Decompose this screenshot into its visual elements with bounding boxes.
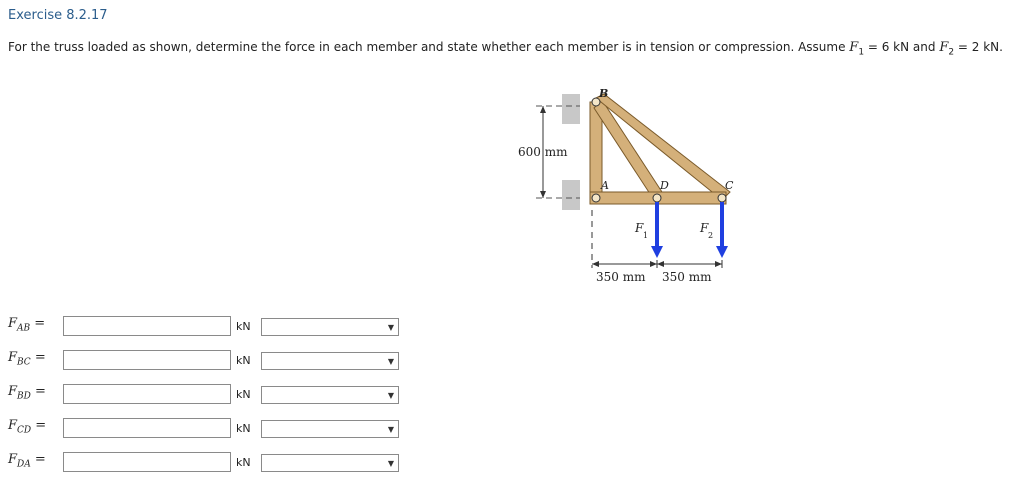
- height-arrow-top: [540, 106, 546, 113]
- chevron-down-icon: ▼: [387, 458, 394, 468]
- f1-symbol: F: [849, 40, 859, 55]
- unit-bc: kN: [236, 354, 251, 367]
- answer-row-bd: [8, 382, 394, 404]
- problem-text: For the truss loaded as shown, determine the force in each member and state whether each member is in tension or compression. Assume: [8, 40, 850, 54]
- unit-cd: kN: [236, 422, 251, 435]
- unit-bd: kN: [236, 388, 251, 401]
- force-label-f1-sub: 1: [643, 231, 649, 240]
- answer-row-ab: [8, 314, 394, 336]
- joint-label-D: D: [660, 179, 669, 192]
- f1-value: = 6 kN and: [864, 40, 940, 54]
- dim-label-right: 350 mm: [662, 270, 712, 284]
- dim-arrow-right: [715, 261, 722, 267]
- joint-label-B: B: [599, 87, 609, 100]
- exercise-title: Exercise 8.2.17: [8, 8, 108, 23]
- joint-label-C: C: [725, 179, 734, 192]
- chevron-down-icon: ▼: [387, 390, 394, 400]
- joint-label-A: A: [601, 179, 609, 192]
- answer-label-ab: $F_{AB}$ =: [8, 316, 46, 334]
- wall-support-bottom: [562, 180, 580, 210]
- answer-label-cd: $F_{CD}$ =: [8, 418, 47, 436]
- chevron-down-icon: ▼: [387, 322, 394, 332]
- pin-C: [718, 194, 726, 202]
- answer-label-bc: $F_{BC}$ =: [8, 350, 46, 368]
- state-ab-select[interactable]: [261, 318, 399, 336]
- answer-label-da: $F_{DA}$ =: [8, 452, 46, 470]
- answer-row-da: [8, 450, 394, 472]
- force-label-f2: F: [700, 221, 709, 235]
- f2-subscript: 2: [948, 47, 955, 58]
- state-bd-select[interactable]: [261, 386, 399, 404]
- height-dimension-label: 600 mm: [518, 145, 568, 159]
- force-da-input[interactable]: [63, 452, 231, 472]
- problem-statement: [8, 40, 1003, 57]
- dim-arrow-left: [592, 261, 599, 267]
- f1-subscript: 1: [858, 47, 865, 58]
- force-arrow-f1-head: [651, 246, 663, 258]
- height-arrow-bottom: [540, 191, 546, 198]
- force-bc-input[interactable]: [63, 350, 231, 370]
- state-cd-select[interactable]: [261, 420, 399, 438]
- answer-row-bc: [8, 348, 394, 370]
- force-label-f2-sub: 2: [708, 231, 714, 240]
- pin-A: [592, 194, 600, 202]
- wall-support-top: [562, 94, 580, 124]
- dim-arrow-mid-right: [657, 261, 664, 267]
- chevron-down-icon: ▼: [387, 356, 394, 366]
- force-bd-input[interactable]: [63, 384, 231, 404]
- force-cd-input[interactable]: [63, 418, 231, 438]
- dim-label-left: 350 mm: [596, 270, 646, 284]
- chevron-down-icon: ▼: [387, 424, 394, 434]
- force-ab-input[interactable]: [63, 316, 231, 336]
- answer-label-bd: $F_{BD}$ =: [8, 384, 46, 402]
- truss-diagram: [510, 80, 740, 290]
- force-label-f1: F: [635, 221, 644, 235]
- f2-symbol: F: [939, 40, 949, 55]
- unit-da: kN: [236, 456, 251, 469]
- dim-arrow-mid-left: [650, 261, 657, 267]
- unit-ab: kN: [236, 320, 251, 333]
- f2-value: = 2 kN.: [954, 40, 1003, 54]
- force-arrow-f2-head: [716, 246, 728, 258]
- answer-row-cd: [8, 416, 394, 438]
- pin-D: [653, 194, 661, 202]
- state-bc-select[interactable]: [261, 352, 399, 370]
- state-da-select[interactable]: [261, 454, 399, 472]
